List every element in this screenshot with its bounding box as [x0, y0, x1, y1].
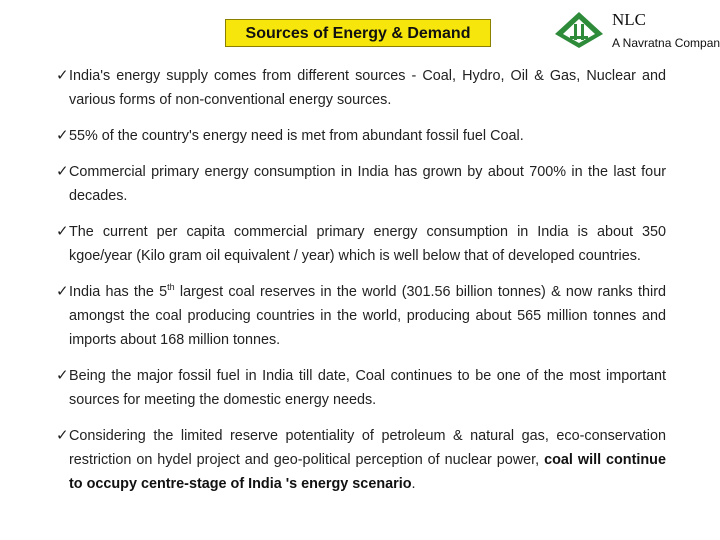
- list-item: [56, 364, 666, 412]
- bullet-text: 55% of the country's energy need is met from abundant fossil fuel Coal.: [69, 128, 524, 144]
- bullet-text-emphasis: coal will continue to occupy centre-stage of India 's energy scenario: [69, 452, 666, 492]
- brand-tagline: A Navratna Compan: [612, 36, 720, 50]
- bullet-text-end: largest coal reserves in the world (301.56 billion tonnes) & now ranks third amongst the coal producing countries in the world, producing about 565 million tonnes and imports about 168 million tonnes.: [69, 284, 666, 348]
- checkmark-icon: ✓: [56, 67, 69, 84]
- bullet-text: India's energy supply comes from different sources - Coal, Hydro, Oil & Gas, Nuclear and various forms of non-conventional energy sources.: [69, 68, 666, 108]
- bullet-text: The current per capita commercial primary energy consumption in India is about 350 kgoe/year (Kilo gram oil equivalent / year) which is well below that of developed countries.: [69, 224, 666, 264]
- bullet-text: Commercial primary energy consumption in India has grown by about 700% in the last four decades.: [69, 164, 666, 204]
- slide-title: Sources of Energy & Demand: [225, 19, 491, 47]
- list-item: [56, 424, 666, 496]
- checkmark-icon: ✓: [56, 127, 69, 144]
- checkmark-icon: ✓: [56, 283, 69, 300]
- checkmark-icon: ✓: [56, 223, 69, 240]
- bullet-text: Being the major fossil fuel in India till date, Coal continues to be one of the most important sources for meeting the domestic energy needs.: [69, 368, 666, 408]
- checkmark-icon: ✓: [56, 163, 69, 180]
- ordinal-suffix: th: [167, 282, 175, 293]
- nlc-logo-icon: [553, 10, 605, 50]
- list-item: [56, 220, 666, 268]
- list-item: [56, 280, 666, 352]
- bullet-text-start: India has the 5: [69, 284, 168, 300]
- brand-name: NLC: [612, 10, 646, 29]
- bullet-list: [56, 64, 666, 508]
- checkmark-icon: ✓: [56, 427, 69, 444]
- list-item: [56, 160, 666, 208]
- bullet-text-end: .: [411, 476, 416, 492]
- list-item: [56, 64, 666, 112]
- list-item: [56, 124, 666, 148]
- checkmark-icon: ✓: [56, 367, 69, 384]
- bullet-text-start: Considering the limited reserve potentiality of petroleum & natural gas, eco-conservation restriction on hydel project and geo-political perception of nuclear power,: [69, 428, 666, 468]
